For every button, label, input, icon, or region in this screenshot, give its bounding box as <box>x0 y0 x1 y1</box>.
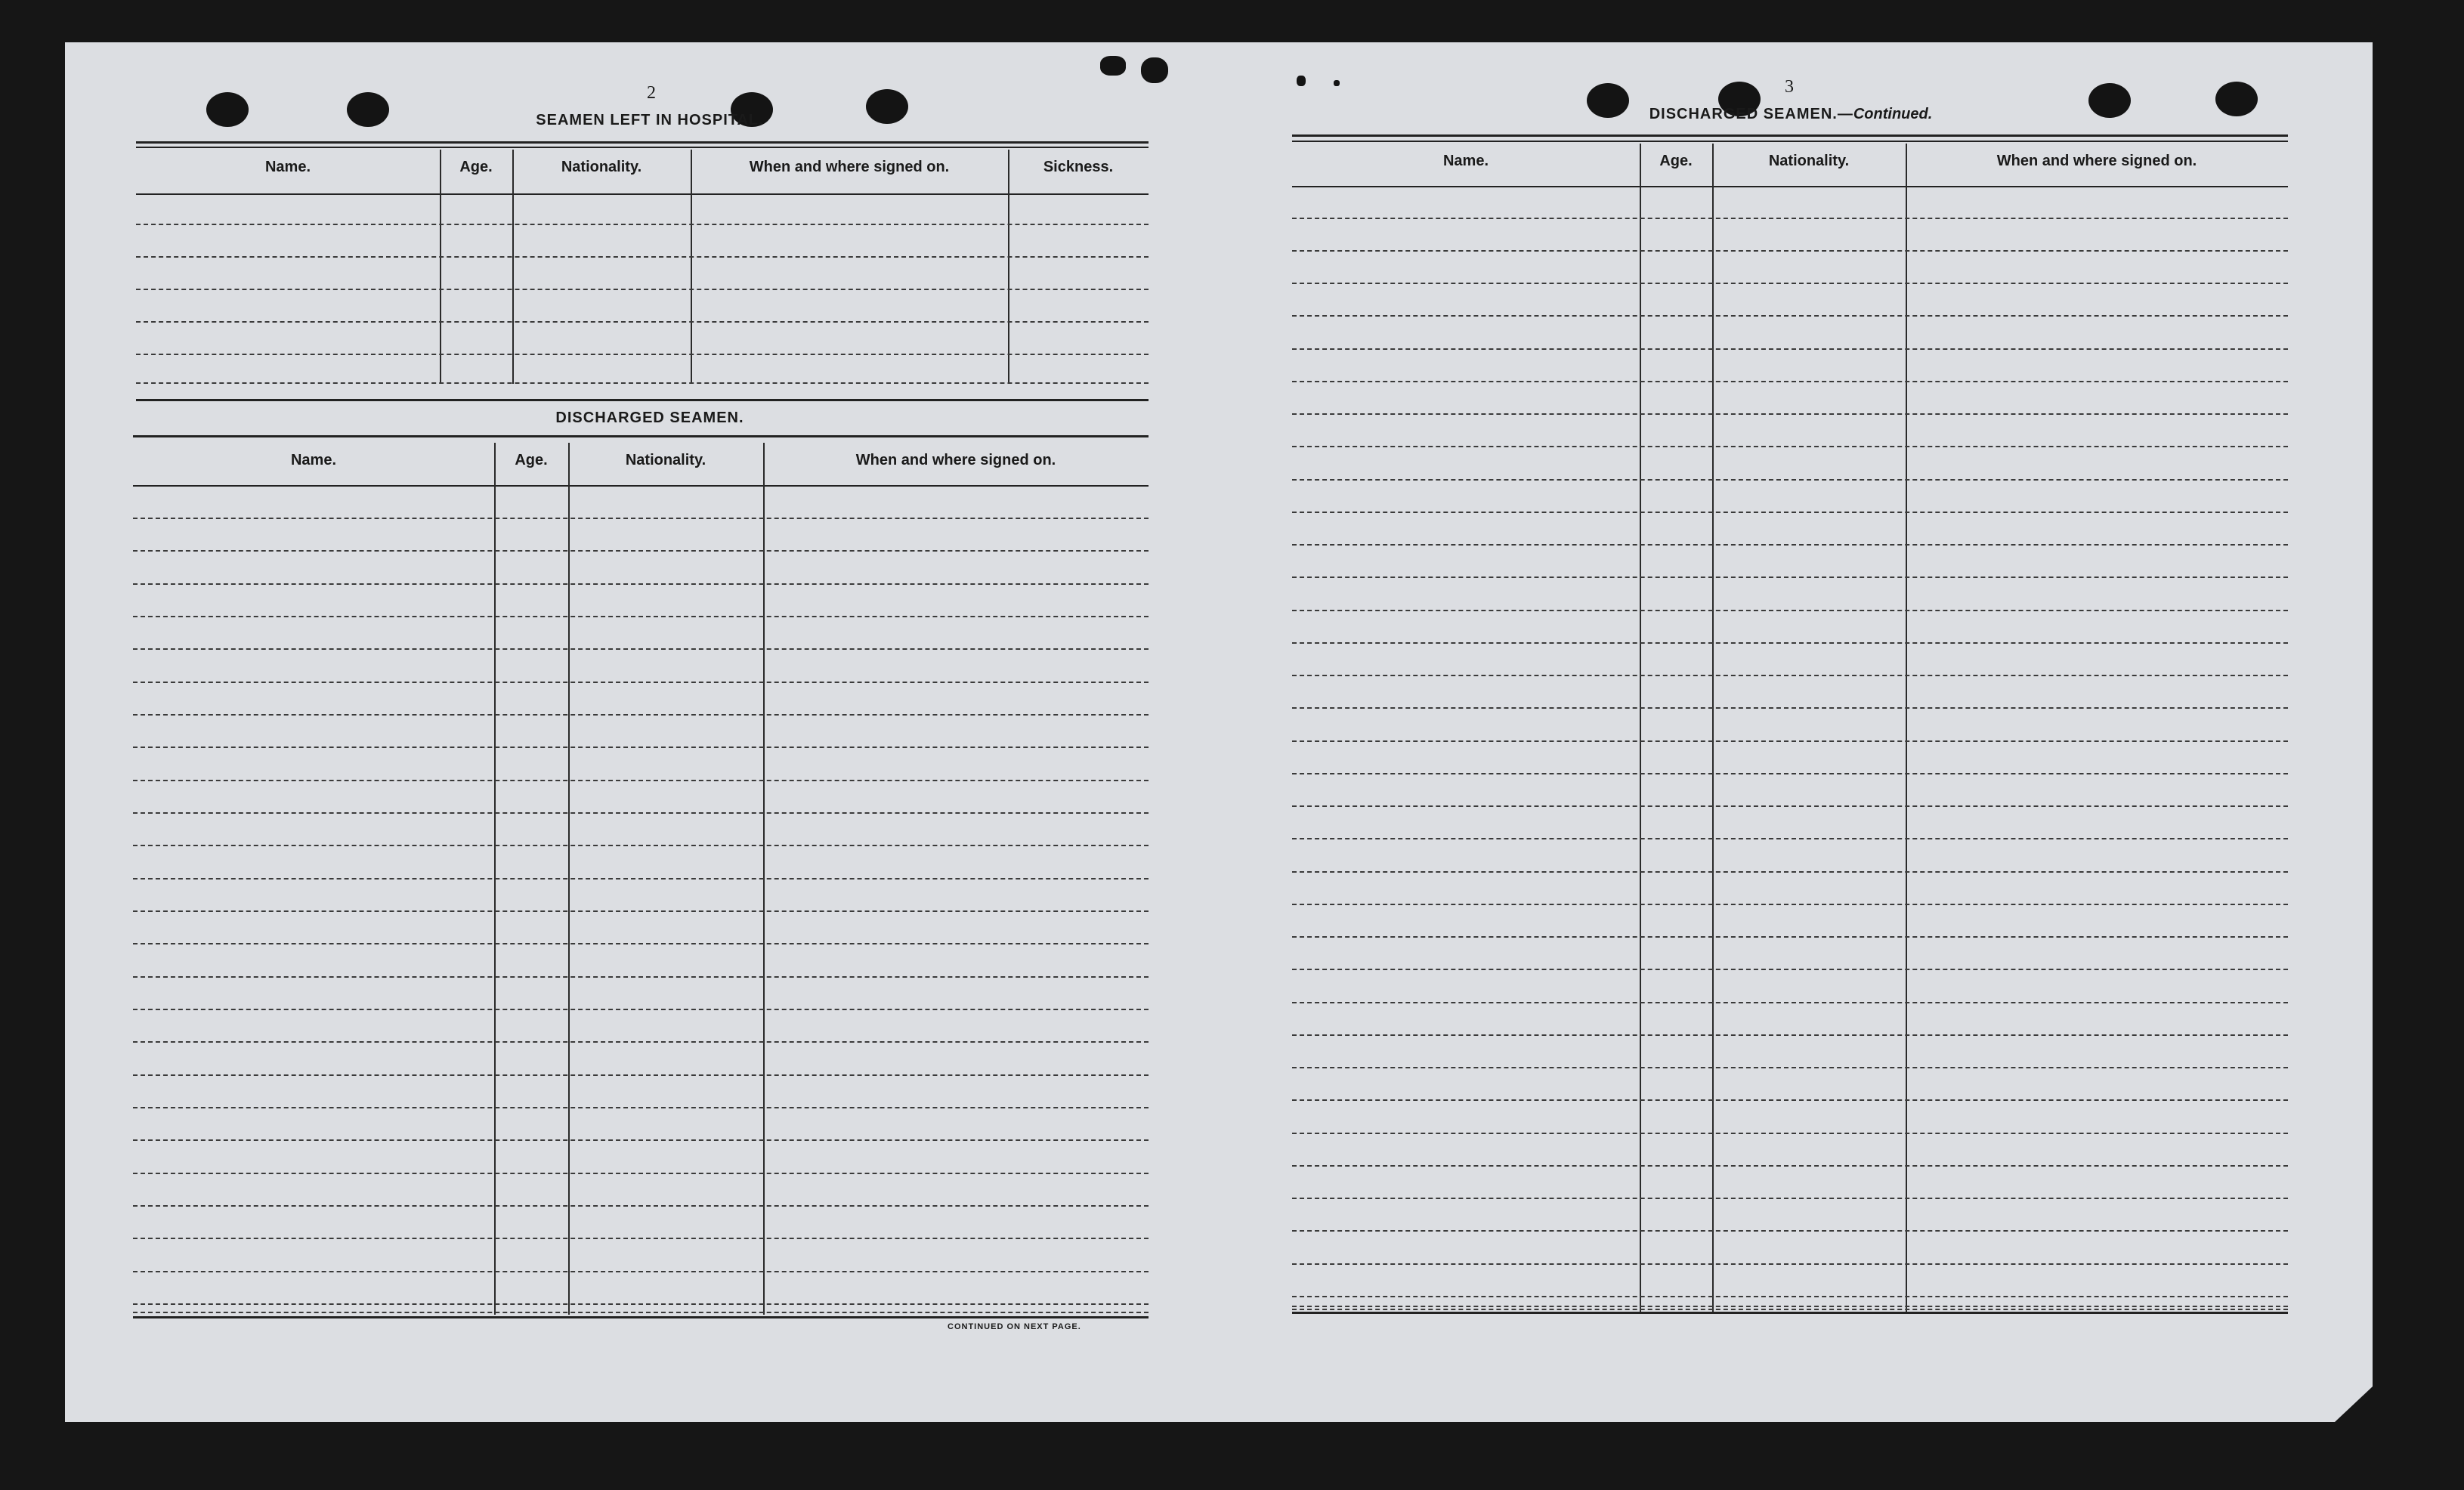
table-row <box>1292 936 2288 938</box>
column-header-age: Age. <box>459 159 493 175</box>
table-row <box>1292 544 2288 546</box>
table-row <box>1292 1034 2288 1036</box>
table-row <box>133 1074 1149 1076</box>
page-corner-fold <box>2335 1386 2373 1422</box>
table-row <box>133 976 1149 978</box>
punch-hole <box>347 92 389 127</box>
hospital-table <box>136 139 1149 396</box>
column-header-age: Age. <box>515 452 548 468</box>
table-row <box>1292 315 2288 317</box>
table-row <box>1292 1133 2288 1134</box>
table-row <box>1292 1067 2288 1068</box>
column-header-nationality: Nationality. <box>1768 153 1850 169</box>
table-row <box>1292 675 2288 676</box>
continued-footer: CONTINUED ON NEXT PAGE. <box>948 1322 1081 1331</box>
table-row <box>133 747 1149 748</box>
table-row <box>133 1041 1149 1043</box>
column-header-signed-on: When and where signed on. <box>1996 153 2197 169</box>
table-row <box>133 1107 1149 1108</box>
table-row <box>133 583 1149 585</box>
table-row <box>1292 1263 2288 1265</box>
title-main: DISCHARGED SEAMEN.— <box>1649 106 1853 122</box>
table-row <box>1292 250 2288 252</box>
damage-mark <box>1100 56 1126 76</box>
table-row <box>1292 707 2288 709</box>
table-row <box>1292 283 2288 284</box>
table-row <box>133 910 1149 912</box>
table-row <box>136 382 1149 384</box>
page-number-right: 3 <box>1785 77 1794 97</box>
table-row <box>133 1303 1149 1305</box>
table-row <box>136 354 1149 355</box>
table-row <box>133 1238 1149 1239</box>
table-row <box>133 845 1149 846</box>
table-row <box>1292 479 2288 481</box>
column-header-signed-on: When and where signed on. <box>855 452 1056 468</box>
table-row <box>1292 969 2288 970</box>
table-row <box>1292 1099 2288 1101</box>
table-row <box>1292 805 2288 807</box>
table-row <box>133 1173 1149 1174</box>
title-continued: Continued. <box>1853 106 1933 122</box>
table-row <box>136 224 1149 225</box>
table-row <box>1292 348 2288 350</box>
punch-hole <box>2088 83 2131 118</box>
table-row <box>1292 1296 2288 1297</box>
table-row <box>1292 740 2288 742</box>
table-row <box>1292 446 2288 447</box>
table-row <box>133 518 1149 519</box>
column-header-signed-on: When and where signed on. <box>749 159 950 175</box>
table-row <box>133 943 1149 944</box>
table-row <box>133 812 1149 814</box>
punch-hole <box>866 89 908 124</box>
column-header-age: Age. <box>1659 153 1693 169</box>
damage-mark <box>1297 76 1306 86</box>
column-header-sickness: Sickness. <box>1043 159 1114 175</box>
column-header-nationality: Nationality. <box>625 452 706 468</box>
table-row <box>1292 904 2288 905</box>
table-row <box>133 1205 1149 1207</box>
table-row <box>1292 773 2288 774</box>
table-row <box>133 714 1149 716</box>
discharged-section-title: DISCHARGED SEAMEN. <box>555 410 744 426</box>
table-row <box>1292 871 2288 873</box>
table-row <box>133 550 1149 552</box>
damage-mark <box>1141 57 1168 83</box>
column-header-nationality: Nationality. <box>561 159 642 175</box>
damage-mark <box>1334 80 1340 86</box>
discharged-table-left <box>133 432 1149 1324</box>
table-row <box>133 1009 1149 1010</box>
table-row <box>136 256 1149 258</box>
hospital-section-title: SEAMEN LEFT IN HOSPITAL. <box>536 112 764 128</box>
table-row <box>1292 1198 2288 1199</box>
table-row <box>133 1139 1149 1141</box>
table-row <box>133 1271 1149 1272</box>
column-header-name: Name. <box>290 452 337 468</box>
punch-hole <box>2215 82 2258 116</box>
table-row <box>1292 577 2288 578</box>
table-row <box>1292 512 2288 513</box>
table-row <box>133 648 1149 650</box>
table-row <box>1292 1309 2288 1310</box>
table-row <box>133 878 1149 879</box>
table-row <box>133 682 1149 683</box>
table-row <box>1292 838 2288 839</box>
table-row <box>136 321 1149 323</box>
table-row <box>1292 1230 2288 1232</box>
table-row <box>1292 413 2288 415</box>
table-row <box>133 1312 1149 1313</box>
table-row <box>1292 1165 2288 1167</box>
table-row <box>1292 610 2288 611</box>
page-number-left: 2 <box>647 83 656 103</box>
discharged-table-right <box>1292 134 2288 1322</box>
table-row <box>1292 1306 2288 1307</box>
column-header-name: Name. <box>264 159 311 175</box>
table-row <box>136 289 1149 290</box>
table-row <box>1292 218 2288 219</box>
table-row <box>1292 381 2288 382</box>
table-row <box>133 616 1149 617</box>
table-row <box>133 780 1149 781</box>
punch-hole <box>206 92 249 127</box>
table-row <box>1292 642 2288 644</box>
column-header-name: Name. <box>1442 153 1489 169</box>
discharged-continued-title <box>1602 106 1980 123</box>
table-row <box>1292 1002 2288 1003</box>
